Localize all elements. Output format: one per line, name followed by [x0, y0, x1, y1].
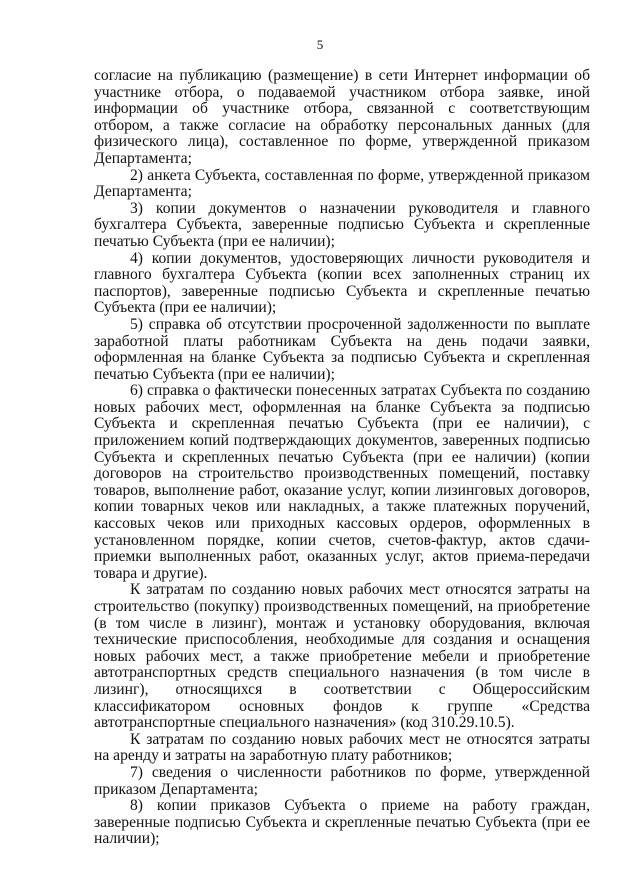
paragraph-costs-included: К затратам по созданию новых рабочих мест относятся затраты на строительство (покупку) производственных помещений, на приобретение (в том числе в лизинг), монтаж и установку оборудования, включая технические приспособления, необходимые для создания и оснащения новых рабочих мест, а также приобретение мебели и приобретение автотранспортных средств специального назначения (в том числе в лизинг), относящихся в соответствии с Общероссийским классификатором основных фондов к группе «Средства автотранспортные специального назначения» (код 310.29.10.5). — [94, 581, 590, 732]
paragraph-costs-excluded: К затратам по созданию новых рабочих мест не относятся затраты на аренду и затраты на заработную плату работников; — [94, 730, 590, 765]
paragraph-item-5: 5) справка об отсутствии просроченной задолженности по выплате заработной платы работникам Субъекта на день подачи заявки, оформленная на бланке Субъекта за подписью Субъекта и скрепленная печатью Субъекта (при ее наличии); — [94, 315, 590, 383]
paragraph-item-2: 2) анкета Субъекта, составленная по форме, утвержденной приказом Департамента; — [94, 166, 590, 201]
paragraph-item-3: 3) копии документов о назначении руководителя и главного бухгалтера Субъекта, заверенные подписью Субъекта и скрепленные печатью Субъекта (при ее наличии); — [94, 199, 590, 250]
page-number: 5 — [316, 37, 324, 52]
paragraph-consent-continuation: согласие на публикацию (размещение) в сети Интернет информации об участнике отбора, о подаваемой участником отбора заявке, иной информации об участнике отбора, связанной с соответствующим отбором, а также согласие на обработку персональных данных (для физического лица), составленное по форме, утвержденной приказом Департамента; — [94, 67, 590, 167]
paragraph-item-7: 7) сведения о численности работников по форме, утвержденной приказом Департамента; — [94, 763, 590, 798]
document-body — [94, 68, 590, 848]
paragraph-item-4: 4) копии документов, удостоверяющих личности руководителя и главного бухгалтера Субъекта (копии всех заполненных страниц их паспортов), заверенные подписью Субъекта и скрепленные печатью Субъекта (при ее наличии); — [94, 249, 590, 317]
paragraph-item-8: 8) копии приказов Субъекта о приеме на работу граждан, заверенные подписью Субъекта и скрепленные печатью Субъекта (при ее наличии); — [94, 797, 590, 848]
paragraph-item-6: 6) справка о фактически понесенных затратах Субъекта по созданию новых рабочих мест, оформленная на бланке Субъекта за подписью Субъекта и скрепленная печатью Субъекта (при ее наличии), с приложением копий подтверждающих документов, заверенных подписью Субъекта и скрепленных печатью Субъекта (при ее наличии) (копии договоров на строительство производственных помещений, поставку товаров, выполнение работ, оказание услуг, копии лизинговых договоров, копии товарных чеков или накладных, а также платежных поручений, кассовых чеков или приходных кассовых ордеров, оформленных в установленном порядке, копии счетов, счетов-фактур, актов сдачи-приемки выполненных работ, оказанных услуг, актов приема-передачи товара и другие). — [94, 382, 590, 582]
